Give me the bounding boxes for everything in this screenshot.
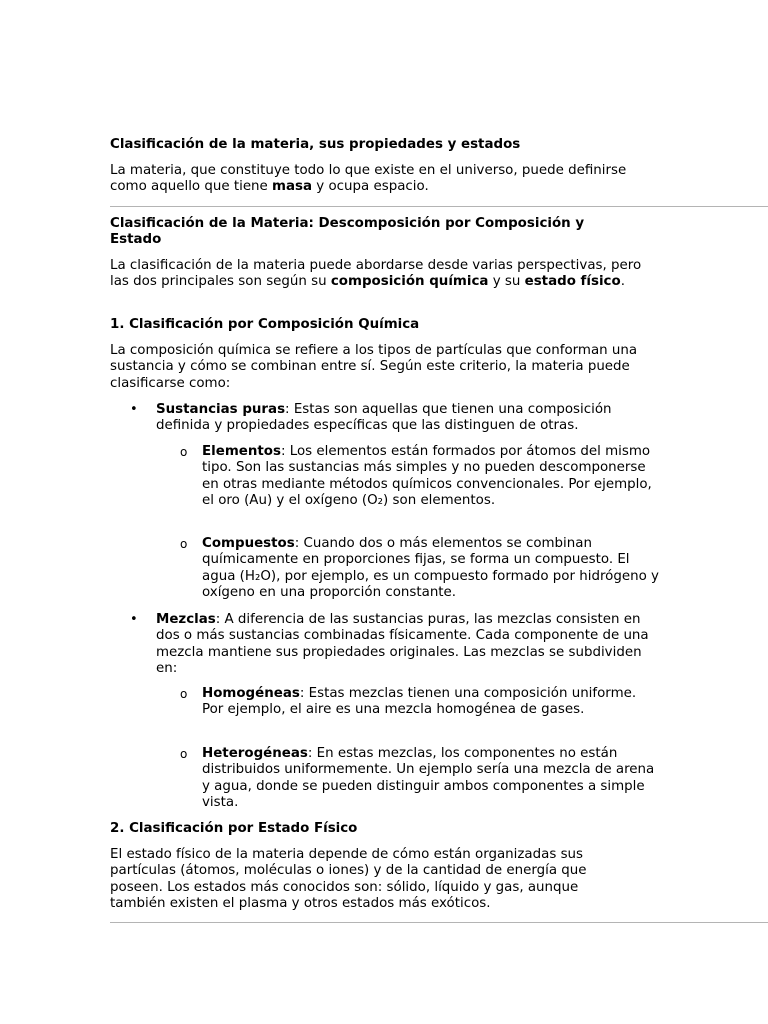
bullet-icon: • xyxy=(130,402,138,417)
list-item-elementos: o Elementos: Los elementos están formados por átomos del mismo tipo. Son las sustancias más simples y no pueden descomponerse en otras mediante métodos químicos convencionales. Por ejemplo, el oro (Au) y el oxígeno (O₂) son elementos. xyxy=(180,444,652,508)
document-title: Clasificación de la materia, sus propiedades y estados xyxy=(110,137,521,152)
heading-estado-fisico: 2. Clasificación por Estado Físico xyxy=(110,821,358,836)
term-homogeneas: Homogéneas xyxy=(202,686,300,701)
circle-bullet-icon: o xyxy=(180,445,188,459)
list-item-sustancias-puras: • Sustancias puras: Estas son aquellas que tienen una composición definida y propiedades específicas que las distinguen de otras. xyxy=(130,402,612,434)
list-item-mezclas: • Mezclas: A diferencia de las sustancias puras, las mezclas consisten en dos o más sustancias combinadas físicamente. Cada componente de una mezcla mantiene sus propiedades originales. Las mezclas se subdividen en: xyxy=(130,612,649,676)
bold-term-estado: estado físico xyxy=(524,274,621,290)
term-sustancias-puras: Sustancias puras xyxy=(156,402,286,417)
estado-paragraph: El estado físico de la materia depende de cómo están organizadas sus partículas (átomos, moléculas o iones) y de la cantidad de energía que poseen. Los estados más conocidos son: sólido, líquido y gas, aunque también existen el plasma y otros estados más exóticos. xyxy=(110,847,587,911)
term-elementos: Elementos xyxy=(202,444,281,459)
list-item-homogeneas: o Homogéneas: Estas mezclas tienen una composición uniforme. Por ejemplo, el aire es una mezcla homogénea de gases. xyxy=(180,686,637,718)
term-compuestos: Compuestos xyxy=(202,536,295,551)
list-item-heterogeneas: o Heterogéneas: En estas mezclas, los componentes no están distribuidos uniformemente. Un ejemplo sería una mezcla de arena y agua, donde se pueden distinguir ambos componentes a simple vista. xyxy=(180,746,655,810)
circle-bullet-icon: o xyxy=(180,687,188,701)
divider xyxy=(110,922,768,923)
section-title: Clasificación de la Materia: Descomposición por Composición y Estado xyxy=(110,216,585,248)
composicion-paragraph: La composición química se refiere a los tipos de partículas que conforman una sustancia y cómo se combinan entre sí. Según este criterio, la materia puede clasificarse como: xyxy=(110,343,638,391)
term-heterogeneas: Heterogéneas xyxy=(202,746,308,761)
list-item-compuestos: o Compuestos: Cuando dos o más elementos se combinan químicamente en proporciones fijas, se forma un compuesto. El agua (H₂O), por ejemplo, es un compuesto formado por hidrógeno y oxígeno en una proporción constante. xyxy=(180,536,659,600)
term-mezclas: Mezclas xyxy=(156,612,216,627)
bold-term-masa: masa xyxy=(272,179,313,195)
bold-term-composicion: composición química xyxy=(330,274,489,290)
divider xyxy=(110,206,768,207)
heading-composicion: 1. Clasificación por Composición Química xyxy=(110,317,420,332)
section-intro-paragraph: La clasificación de la materia puede abordarse desde varias perspectivas, pero las dos principales son según su composición química y su estado físico. xyxy=(110,258,642,290)
circle-bullet-icon: o xyxy=(180,537,188,551)
bullet-icon: • xyxy=(130,612,138,627)
circle-bullet-icon: o xyxy=(180,747,188,761)
intro-paragraph: La materia, que constituye todo lo que existe en el universo, puede definirse como aquello que tiene masa y ocupa espacio. xyxy=(110,163,627,195)
